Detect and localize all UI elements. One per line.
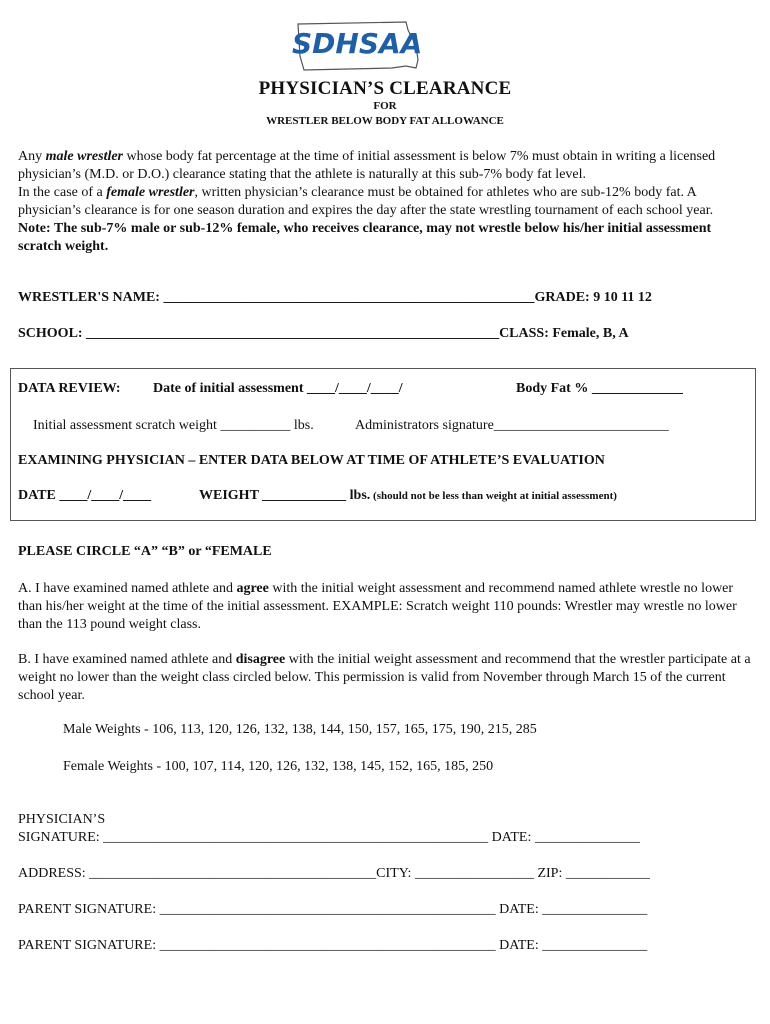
weight-note: (should not be less than weight at initial assessment) (370, 490, 617, 502)
administrator-signature-field[interactable]: Administrators signature_________________________ (355, 418, 669, 433)
physician-signature-field[interactable]: SIGNATURE: _______________________________________________________ DATE: _______________ (18, 830, 640, 845)
male-weights: Male Weights - 106, 113, 120, 126, 132, 138, 144, 150, 157, 165, 175, 190, 215, 285 (63, 722, 537, 737)
female-weights: Female Weights - 100, 107, 114, 120, 126, 132, 138, 145, 152, 165, 185, 250 (63, 759, 494, 774)
address-field[interactable]: ADDRESS: _________________________________________CITY: _________________ ZIP: ____________ (18, 866, 650, 881)
intro-text (18, 148, 758, 256)
subtitle-for: FOR (373, 100, 397, 112)
option-b-text: B. I have examined named athlete and disagree with the initial weight assessment and recommend that the wrestler participate at a weight no lower than the weight class circled below. This permission is valid from November through March 15 of the current school year. (18, 652, 751, 703)
scratch-weight-field[interactable]: Initial assessment scratch weight __________ lbs. (33, 418, 314, 433)
page-title: PHYSICIAN’S CLEARANCE (258, 78, 512, 99)
intro-note: Note: The sub-7% male or sub-12% female, who receives clearance, may not wrestle below his/her initial assessment scratch weight. (18, 221, 712, 254)
intro-paragraph-male: Any male wrestler whose body fat percentage at the time of initial assessment is below 7% must obtain in writing a licensed physician’s (M.D. or D.O.) clearance stating that the athlete is naturally at this sub-7% body fat level. (18, 149, 716, 182)
exam-date-field[interactable]: DATE ____/____/____ (18, 488, 152, 503)
option-a-text: A. I have examined named athlete and agree with the initial weight assessment and recommend named athlete wrestle no lower than his/her weight at the time of the initial assessment. EXAMPLE: Scratch weight 110 pounds: Wrestler may wrestle no lower than the 113 pound weight class. (18, 581, 737, 632)
body-fat-field[interactable]: Body Fat % _____________ (516, 381, 683, 396)
circle-heading: PLEASE CIRCLE “A” “B” or “FEMALE (18, 544, 272, 559)
parent-signature-field-2[interactable]: PARENT SIGNATURE: ________________________________________________ DATE: _______________ (18, 938, 648, 953)
data-review-label: DATA REVIEW: (18, 381, 121, 396)
intro-paragraph-female: In the case of a female wrestler, written physician’s clearance must be obtained for athletes who are sub-12% body fat. A physician’s clearance is for one season duration and expires the day after the state wrestling tournament of each school year. (18, 185, 714, 218)
subtitle-main: WRESTLER BELOW BODY FAT ALLOWANCE (266, 115, 504, 127)
initial-assessment-date-field[interactable]: Date of initial assessment ____/____/____/ (153, 381, 403, 396)
south-dakota-outline-icon (288, 16, 434, 74)
wrestler-name-field[interactable]: WRESTLER'S NAME: _____________________________________________________GRADE: 9 10 11 12 (18, 290, 652, 305)
parent-signature-field-1[interactable]: PARENT SIGNATURE: ________________________________________________ DATE: _______________ (18, 902, 648, 917)
physician-section-header: EXAMINING PHYSICIAN – ENTER DATA BELOW AT TIME OF ATHLETE’S EVALUATION (18, 453, 605, 468)
logo-text: SDHSAA (292, 27, 423, 60)
exam-weight-field[interactable]: WEIGHT ____________ lbs. (should not be less than weight at initial assessment) (199, 488, 617, 503)
sdhsaa-logo (288, 16, 434, 74)
physician-label: PHYSICIAN’S (18, 812, 106, 827)
school-field[interactable]: SCHOOL: ___________________________________________________________CLASS: Female, B, A (18, 326, 629, 341)
